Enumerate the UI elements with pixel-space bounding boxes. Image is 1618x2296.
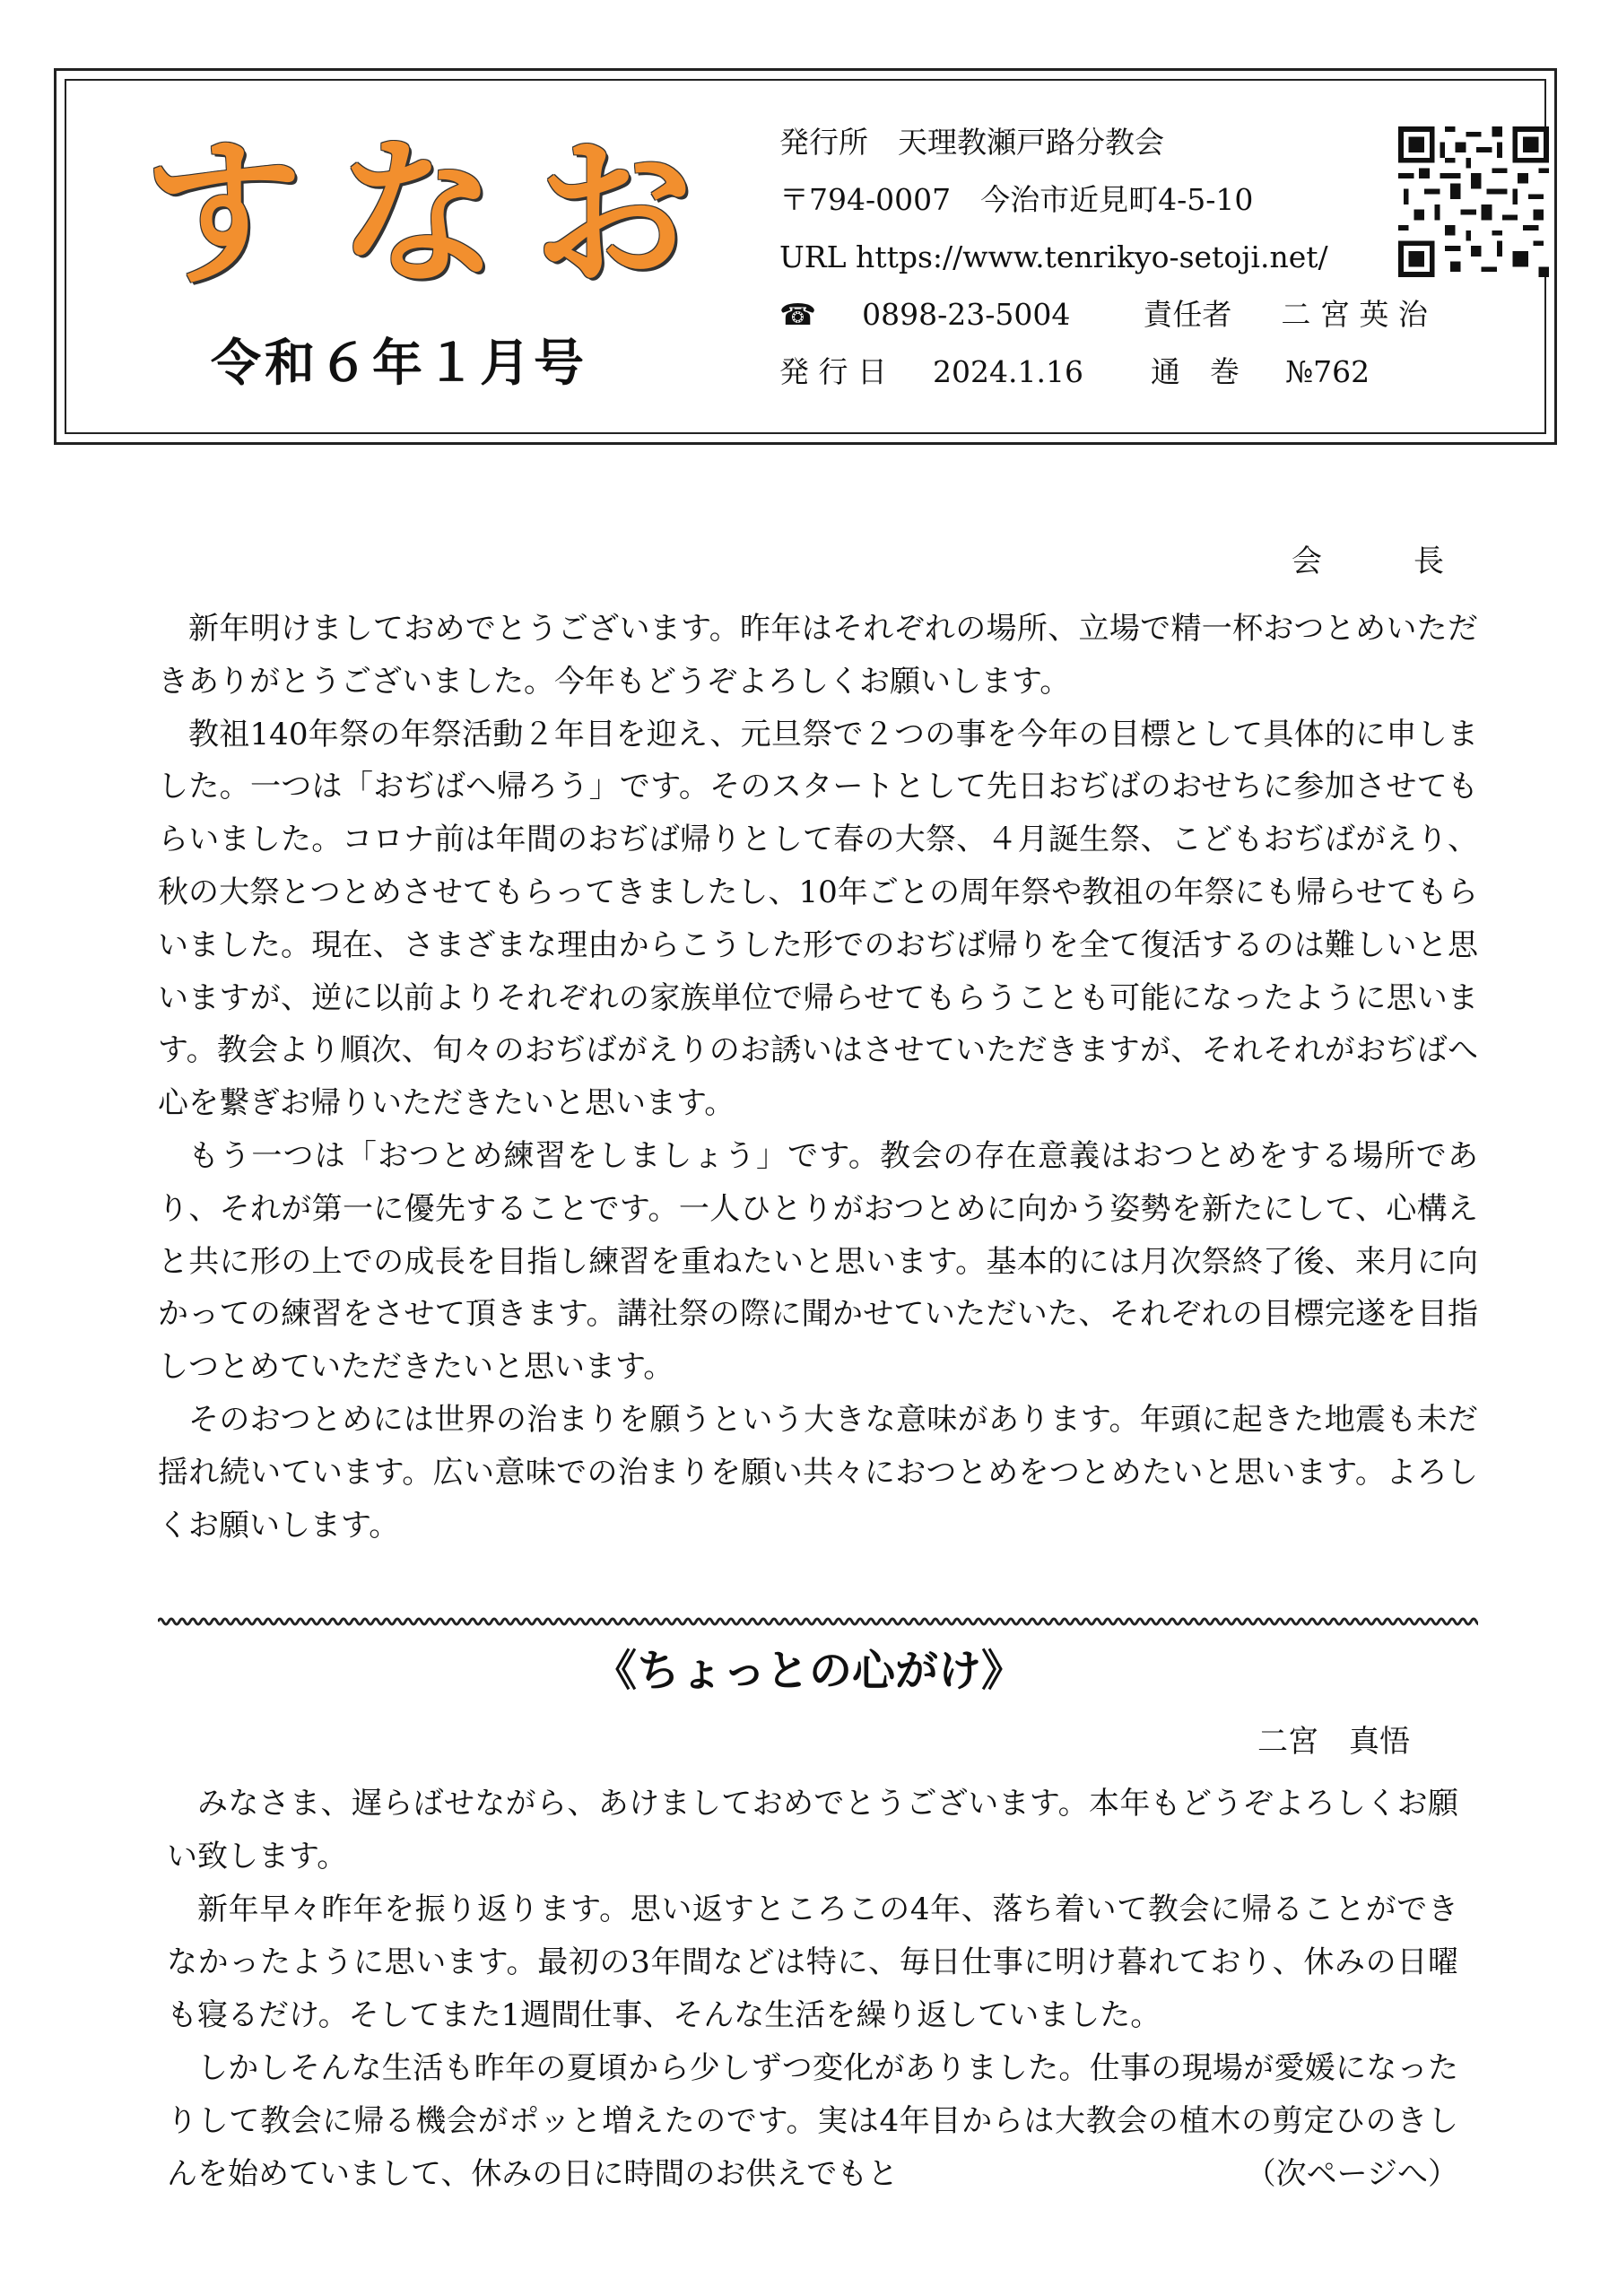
article1-paragraph: 新年明けましておめでとうございます。昨年はそれぞれの場所、立場で精一杯おつとめいただきありがとうございました。今年もどうぞよろしくお願いします。 [158, 611, 1478, 700]
masthead-box [54, 68, 1557, 445]
telephone-icon: ☎ [779, 297, 817, 332]
date-label: 発 行 日 [779, 354, 887, 389]
publisher-info [779, 114, 1428, 401]
issue-label: 令和６年１月号 [211, 335, 587, 393]
article2-paragraph [167, 2042, 1458, 2201]
contact-row [779, 286, 1428, 344]
article1-author: 会 長 [1292, 544, 1444, 579]
date-row [779, 344, 1428, 401]
article2-author: 二宮 真悟 [1257, 1724, 1410, 1760]
article1-paragraph: 教祖140年祭の年祭活動２年目を迎え、元旦祭で２つの事を今年の目標として具体的に申しました。一つは「おぢばへ帰ろう」です。そのスタートとして先日おぢばのおせちに参加させてもらいました。コロナ前は年間のおぢば帰りとして春の大祭、４月誕生祭、こどもおぢばがえり、秋の大祭とつとめさせてもらってきましたし、10年ごとの周年祭や教祖の年祭にも帰らせてもらいました。現在、さまざまな理由からこうした形でのおぢば帰りを全て復活するのは難しいと思いますが、逆に以前よりそれぞれの家族単位で帰らせてもらうことも可能になったように思います。教会より順次、旬々のおぢばがえりのお誘いはさせていただきますが、それそれがおぢばへ心を繋ぎお帰りいただきたいと思います。 [158, 716, 1478, 1122]
continued-note: （次ページへ） [1245, 2156, 1458, 2192]
article2-body [167, 1778, 1458, 2201]
article1-body [158, 603, 1478, 1552]
qr-code-icon[interactable] [1398, 126, 1549, 277]
volume-label: 通 巻 [1150, 354, 1240, 389]
publisher-address: 〒794-0007 今治市近見町4-5-10 [779, 182, 1254, 217]
phone-number: 0898-23-5004 [862, 297, 1071, 332]
article2-paragraph: 新年早々昨年を振り返ります。思い返すところこの4年、落ち着いて教会に帰ることができなかったように思います。最初の3年間などは特に、毎日仕事に明け暮れており、休みの日曜も寝るだけ。そしてまた1週間仕事、そんな生活を繰り返していました。 [167, 1892, 1458, 2033]
article2-paragraph: みなさま、遅らばせながら、あけましておめでとうございます。本年もどうぞよろしくお願い致します。 [167, 1786, 1458, 1874]
publisher-name: 発行所 天理教瀬戸路分教会 [779, 125, 1164, 160]
issue-date: 2024.1.16 [932, 354, 1083, 389]
column-title: 《ちょっとの心がけ》 [593, 1646, 1024, 1696]
article2-paragraph-text: しかしそんな生活も昨年の夏頃から少しずつ変化がありました。仕事の現場が愛媛になったりして教会に帰る機会がポッと増えたのです。実は4年目からは大教会の植木の剪定ひのきしんを始めていまして、休みの日に時間のお供えでもと [167, 2050, 1458, 2192]
responsible-label: 責任者 [1143, 297, 1232, 332]
volume-number: №762 [1284, 354, 1370, 389]
publisher-url[interactable]: URL https://www.tenrikyo-setoji.net/ [779, 239, 1328, 274]
article1-paragraph: そのおつとめには世界の治まりを願うという大きな意味があります。年頭に起きた地震も未だ揺れ続いています。広い意味での治まりを願い共々におつとめをつとめたいと思います。よろしくお願いします。 [158, 1401, 1478, 1544]
wavy-divider [158, 1614, 1478, 1629]
newsletter-title: すなお [143, 121, 729, 307]
article1-paragraph: もう一つは「おつとめ練習をしましょう」です。教会の存在意義はおつとめをする場所であり、それが第一に優先することです。一人ひとりがおつとめに向かう姿勢を新たにして、心構えと共に形の上での成長を目指し練習を重ねたいと思います。基本的には月次祭終了後、来月に向かっての練習をさせて頂きます。講社祭の際に聞かせていただいた、それぞれの目標完遂を目指しつとめていただきたいと思います。 [158, 1137, 1478, 1386]
responsible-name: 二 宮 英 治 [1281, 297, 1428, 332]
